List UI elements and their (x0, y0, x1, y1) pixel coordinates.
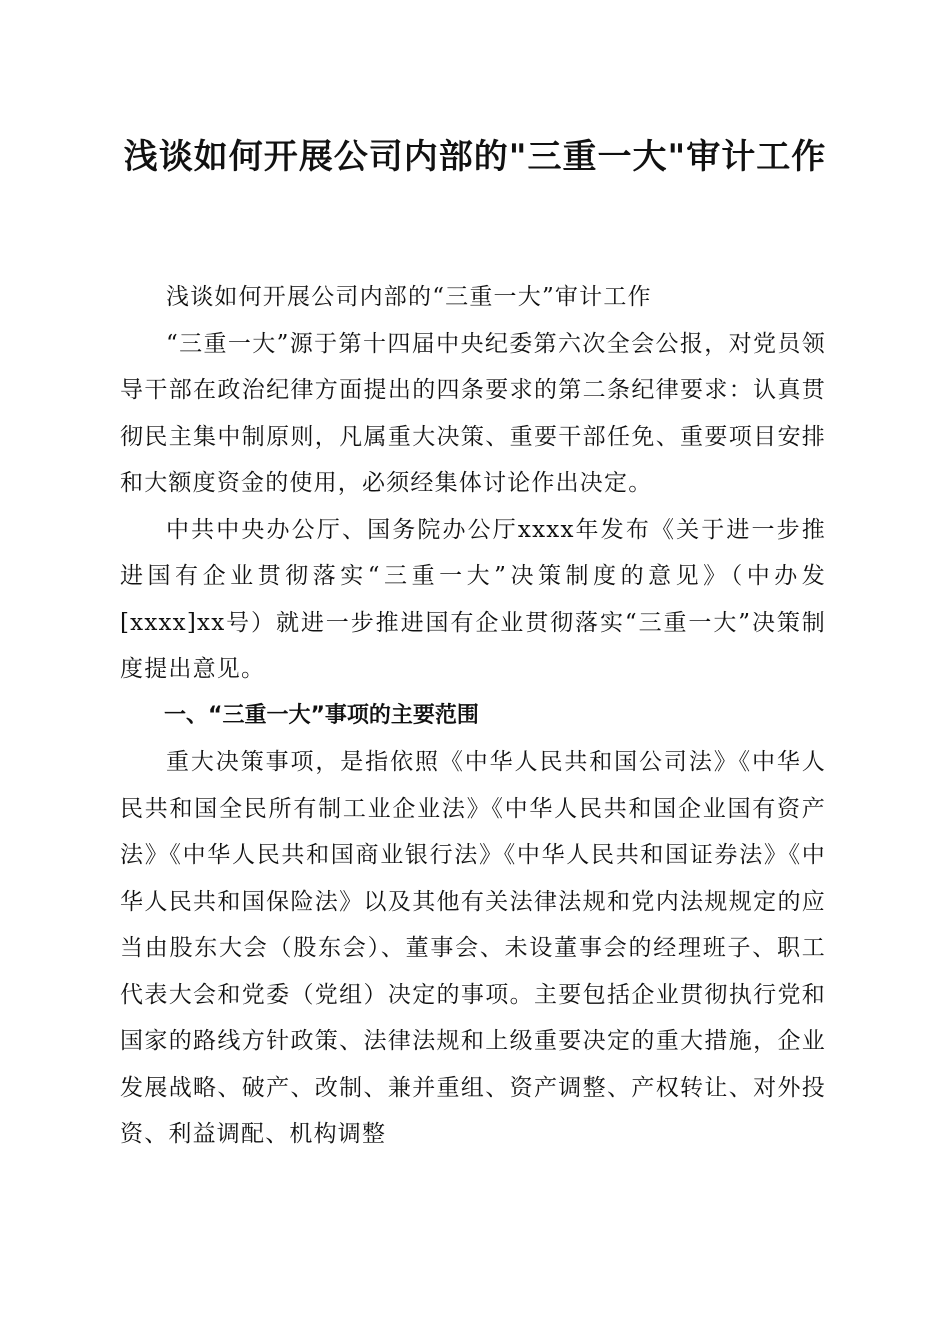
section-paragraph: 重大决策事项，是指依照《中华人民共和国公司法》《中华人民共和国全民所有制工业企业法》《中华人民共和国企业国有资产法》《中华人民共和国商业银行法》《中华人民共和国证券法》《中华人民共和国保险法》以及其他有关法律法规和党内法规规定的应当由股东大会（股东会）、董事会、未设董事会的经理班子、职工代表大会和党委（党组）决定的事项。主要包括企业贯彻执行党和国家的路线方针政策、法律法规和上级重要决定的重大措施，企业发展战略、破产、改制、兼并重组、资产调整、产权转让、对外投资、利益调配、机构调整 (120, 749, 826, 1147)
document-title: 浅谈如何开展公司内部的"三重一大"审计工作 (123, 137, 827, 177)
document-body (120, 274, 826, 1158)
section-heading: 一、“三重一大”事项的主要范围 (164, 702, 479, 728)
policy-paragraph: 中共中央办公厅、国务院办公厅xxxx年发布《关于进一步推进国有企业贯彻落实“三重一大”决策制度的意见》（中办发[xxxx]xx号）就进一步推进国有企业贯彻落实“三重一大”决策制度提出意见。 (120, 516, 826, 682)
origin-paragraph: “三重一大”源于第十四届中央纪委第六次全会公报，对党员领导干部在政治纪律方面提出的四条要求的第二条纪律要求：认真贯彻民主集中制原则，凡属重大决策、重要干部任免、重要项目安排和大额度资金的使用，必须经集体讨论作出决定。 (120, 330, 826, 496)
intro-paragraph: 浅谈如何开展公司内部的“三重一大”审计工作 (166, 284, 652, 310)
